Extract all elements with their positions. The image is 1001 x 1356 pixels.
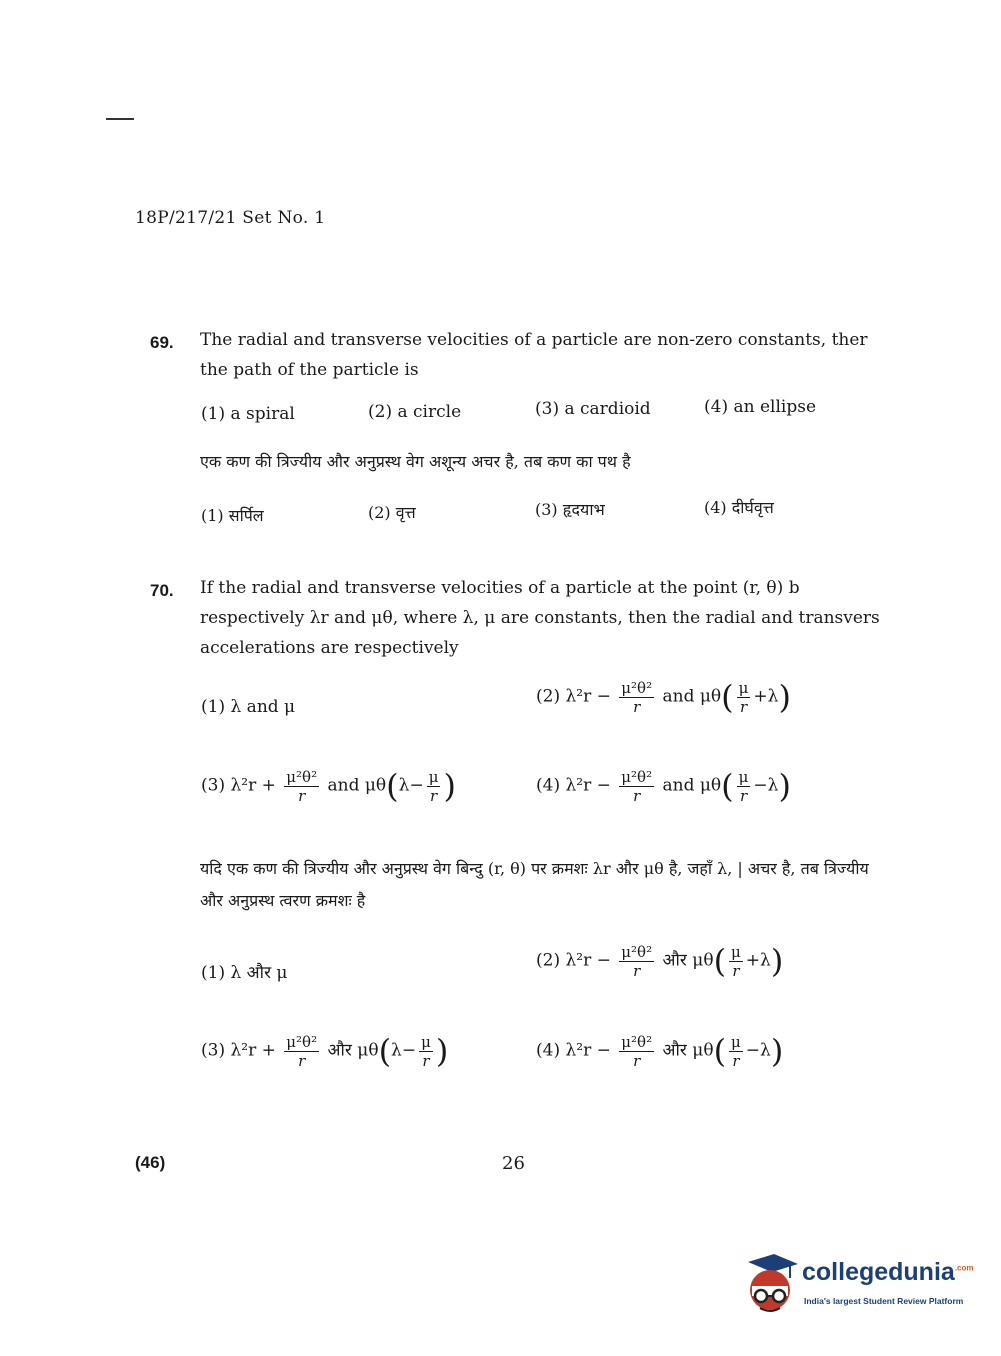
question-69-hindi: एक कण की त्रिज्यीय और अनुप्रस्थ वेग अशून्य अचर है, तब कण का पथ है bbox=[200, 452, 631, 471]
mu-theta: μθ bbox=[692, 950, 714, 971]
left-paren-icon: ( bbox=[713, 1032, 727, 1070]
mu-theta: μθ bbox=[364, 775, 387, 796]
minus-sign: − bbox=[745, 1040, 761, 1061]
brand-name bbox=[802, 1258, 973, 1287]
q70-option-1-text: λ and μ bbox=[230, 697, 296, 717]
fraction-numerator: μ²θ² bbox=[621, 678, 653, 697]
fraction-numerator: μ²θ² bbox=[621, 1032, 653, 1051]
mu-theta: μθ bbox=[357, 1040, 379, 1061]
fraction-denominator: r bbox=[633, 1051, 641, 1070]
brand-tagline: India's largest Student Review Platform bbox=[804, 1296, 964, 1306]
r-denominator: r bbox=[739, 697, 748, 716]
brand-suffix: .com bbox=[954, 1263, 974, 1273]
mu-numerator: μ bbox=[421, 1032, 431, 1051]
r-denominator: r bbox=[739, 786, 748, 805]
q69-hindi-option-1: (1) सर्पिल bbox=[201, 506, 264, 525]
top-dash bbox=[106, 118, 134, 120]
fraction bbox=[619, 943, 654, 980]
page-number: 26 bbox=[502, 1153, 525, 1174]
right-paren-icon: ) bbox=[770, 1032, 784, 1070]
q70-option-1 bbox=[201, 697, 295, 717]
minus-sign: − bbox=[409, 775, 424, 796]
brand-name-text: collegedunia bbox=[802, 1258, 955, 1286]
left-paren-icon: ( bbox=[713, 942, 727, 980]
r-denominator: r bbox=[422, 1051, 430, 1070]
fraction bbox=[284, 1033, 319, 1070]
fraction-numerator: μ²θ² bbox=[286, 1032, 318, 1051]
lambda: λ bbox=[760, 950, 771, 971]
left-paren-icon: ( bbox=[378, 1032, 392, 1070]
right-paren-icon: ) bbox=[435, 1032, 449, 1070]
q70-hindi-option-1-label: (1) bbox=[201, 963, 226, 983]
fraction bbox=[619, 679, 654, 716]
mu-over-r bbox=[419, 1033, 433, 1070]
question-70-hindi: यदि एक कण की त्रिज्यीय और अनुप्रस्थ वेग बिन्दु (r, θ) पर क्रमशः λr और μθ है, जहाँ λ, | अचर है, तब त्रिज्यीय और अनुप्रस्थ त्वरण क्रमशः है bbox=[200, 859, 869, 910]
mu-numerator: μ bbox=[731, 942, 741, 961]
and-word-hindi: और bbox=[662, 1040, 687, 1061]
fraction bbox=[619, 1033, 654, 1070]
lambda: λ bbox=[767, 686, 779, 707]
question-70-text: If the radial and transverse velocities of a particle at the point (r, θ) b respectively λr and μθ, where λ, μ are constants, then the radial and transvers accelerations are respectively bbox=[200, 578, 880, 658]
lambda-sq-r: λ²r bbox=[565, 950, 592, 971]
q69-hindi-option-4: (4) दीर्घवृत्त bbox=[704, 498, 774, 517]
fraction-numerator: μ²θ² bbox=[621, 942, 653, 961]
lambda: λ bbox=[767, 775, 779, 796]
and-word: and bbox=[327, 775, 360, 796]
left-paren-icon: ( bbox=[721, 678, 734, 716]
mu-numerator: μ bbox=[428, 767, 439, 786]
and-word: and bbox=[662, 686, 695, 707]
right-paren-icon: ) bbox=[778, 767, 791, 805]
plus-sign: + bbox=[753, 686, 768, 707]
q70-hindi-option-1-text: λ और μ bbox=[230, 963, 288, 983]
page-code: (46) bbox=[135, 1153, 166, 1172]
question-69-text: The radial and transverse velocities of a particle are non-zero constants, ther the path of the particle is bbox=[200, 330, 868, 380]
mu-theta: μθ bbox=[699, 775, 722, 796]
right-paren-icon: ) bbox=[770, 942, 784, 980]
q69-option-1: (1) a spiral bbox=[201, 404, 295, 424]
question-69-number: 69. bbox=[150, 333, 174, 352]
q70-hindi-option-3 bbox=[201, 1032, 448, 1070]
fraction-denominator: r bbox=[633, 786, 641, 805]
lambda-sq-r: λ²r bbox=[230, 1040, 257, 1061]
and-word-hindi: और bbox=[662, 950, 687, 971]
mu-over-r bbox=[729, 1033, 743, 1070]
fraction-numerator: μ²θ² bbox=[621, 767, 653, 786]
q70-hindi-option-4 bbox=[536, 1032, 783, 1070]
q70-option-2 bbox=[536, 678, 791, 716]
left-paren-icon: ( bbox=[386, 767, 399, 805]
lambda: λ bbox=[391, 1040, 402, 1061]
fraction-denominator: r bbox=[298, 786, 306, 805]
fraction bbox=[284, 768, 319, 805]
fraction-numerator: μ²θ² bbox=[286, 767, 318, 786]
mu-theta: μθ bbox=[692, 1040, 714, 1061]
fraction-denominator: r bbox=[633, 697, 641, 716]
minus-sign: − bbox=[753, 775, 768, 796]
q69-option-4: (4) an ellipse bbox=[704, 397, 817, 417]
and-word-hindi: और bbox=[327, 1040, 352, 1061]
right-paren-icon: ) bbox=[778, 678, 791, 716]
q70-hindi-option-1 bbox=[201, 960, 287, 983]
mu-over-r bbox=[729, 943, 743, 980]
fraction-denominator: r bbox=[298, 1051, 306, 1070]
q70-hindi-option-2 bbox=[536, 942, 783, 980]
mu-numerator: μ bbox=[738, 767, 749, 786]
and-word: and bbox=[662, 775, 695, 796]
collegedunia-logo bbox=[742, 1252, 972, 1322]
mascot-icon bbox=[742, 1252, 800, 1316]
plus-sign: + bbox=[261, 775, 276, 796]
lambda: λ bbox=[760, 1040, 771, 1061]
q70-option-1-label: (1) bbox=[201, 697, 226, 717]
minus-sign: − bbox=[596, 950, 611, 971]
mu-theta: μθ bbox=[699, 686, 722, 707]
mu-numerator: μ bbox=[731, 1032, 741, 1051]
q70-hindi-option-2-label: (2) bbox=[536, 950, 561, 971]
q70-option-2-label: (2) bbox=[536, 686, 561, 707]
right-paren-icon: ) bbox=[443, 767, 456, 805]
minus-sign: − bbox=[596, 775, 611, 796]
mu-over-r bbox=[737, 768, 751, 805]
minus-sign: − bbox=[401, 1040, 417, 1061]
q70-hindi-option-4-label: (4) bbox=[536, 1040, 561, 1061]
q70-option-3-label: (3) bbox=[201, 775, 226, 796]
r-denominator: r bbox=[732, 961, 740, 980]
q69-hindi-option-3: (3) हृदयाभ bbox=[535, 500, 605, 519]
plus-sign: + bbox=[261, 1040, 276, 1061]
q69-hindi-option-2: (2) वृत्त bbox=[368, 503, 416, 522]
minus-sign: − bbox=[596, 686, 611, 707]
r-denominator: r bbox=[732, 1051, 740, 1070]
mu-numerator: μ bbox=[738, 678, 749, 697]
fraction-denominator: r bbox=[633, 961, 641, 980]
r-denominator: r bbox=[429, 786, 438, 805]
q70-option-3 bbox=[201, 767, 456, 805]
question-70-number: 70. bbox=[150, 581, 174, 600]
lambda-sq-r: λ²r bbox=[565, 686, 592, 707]
lambda-sq-r: λ²r bbox=[565, 1040, 592, 1061]
q69-option-3: (3) a cardioid bbox=[535, 399, 651, 419]
mu-over-r bbox=[737, 679, 751, 716]
left-paren-icon: ( bbox=[721, 767, 734, 805]
q70-option-4-label: (4) bbox=[536, 775, 561, 796]
fraction bbox=[619, 768, 654, 805]
mu-over-r bbox=[427, 768, 441, 805]
lambda: λ bbox=[398, 775, 410, 796]
plus-sign: + bbox=[745, 950, 761, 971]
q70-hindi-option-3-label: (3) bbox=[201, 1040, 226, 1061]
paper-code: 18P/217/21 Set No. 1 bbox=[135, 208, 326, 228]
q70-option-4 bbox=[536, 767, 791, 805]
minus-sign: − bbox=[596, 1040, 611, 1061]
lambda-sq-r: λ²r bbox=[565, 775, 592, 796]
lambda-sq-r: λ²r bbox=[230, 775, 257, 796]
q69-option-2: (2) a circle bbox=[368, 402, 462, 422]
